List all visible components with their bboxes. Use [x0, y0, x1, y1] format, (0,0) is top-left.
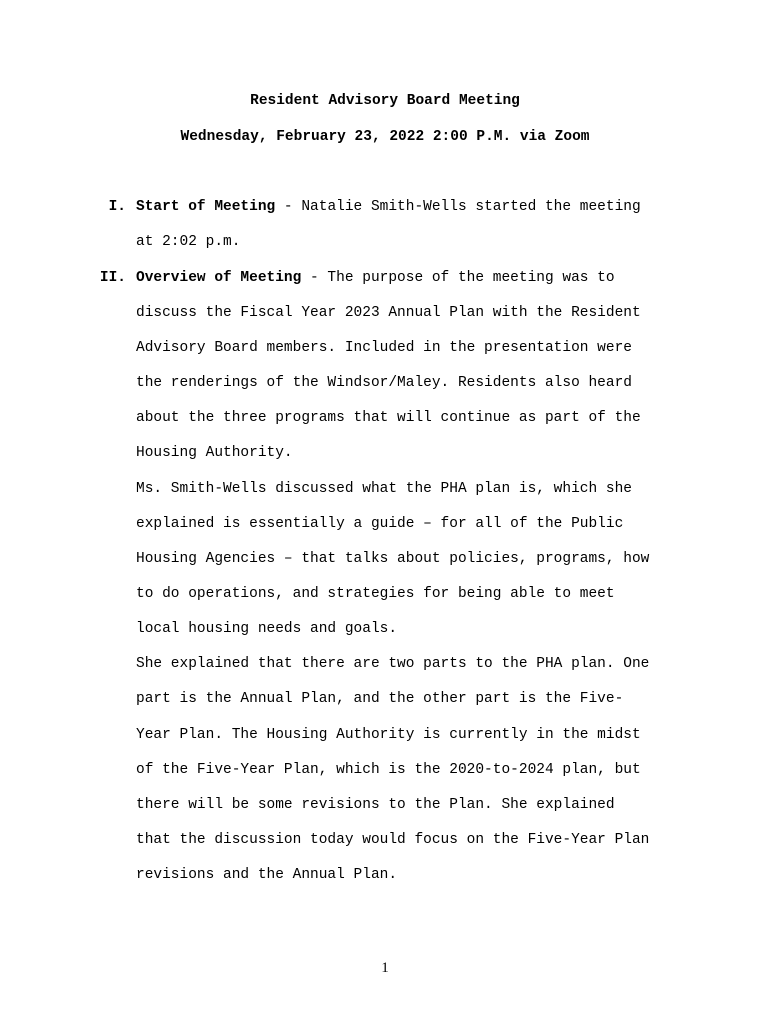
section-line: discuss the Fiscal Year 2023 Annual Plan with the Resident — [136, 305, 641, 321]
section-line: Year Plan. The Housing Authority is currently in the midst — [136, 727, 641, 743]
section-line: Housing Authority. — [136, 445, 293, 461]
page-number: 1 — [381, 960, 389, 976]
section-line: to do operations, and strategies for being able to meet — [136, 586, 615, 602]
section-heading: Overview of Meeting — [136, 270, 302, 286]
section-line: Ms. Smith-Wells discussed what the PHA plan is, which she — [136, 481, 632, 497]
section-numeral: I. — [108, 199, 126, 215]
section-line: Housing Agencies – that talks about policies, programs, how — [136, 551, 650, 567]
section-line: revisions and the Annual Plan. — [136, 867, 398, 883]
section-line: at 2:02 p.m. — [136, 234, 241, 250]
section-line: local housing needs and goals. — [136, 621, 398, 637]
document-title: Resident Advisory Board Meeting — [250, 93, 520, 109]
section-text: - The purpose of the meeting was to — [301, 270, 615, 286]
section-first-line — [136, 199, 641, 215]
section-heading: Start of Meeting — [136, 199, 276, 215]
section-line: She explained that there are two parts to the PHA plan. One — [136, 656, 650, 672]
section-first-line — [136, 270, 615, 286]
section-line: part is the Annual Plan, and the other part is the Five- — [136, 691, 624, 707]
section-text: - Natalie Smith-Wells started the meeting — [275, 199, 641, 215]
section-line: the renderings of the Windsor/Maley. Residents also heard — [136, 375, 632, 391]
section-line: about the three programs that will continue as part of the — [136, 410, 641, 426]
section-line: Advisory Board members. Included in the presentation were — [136, 340, 632, 356]
section-line: there will be some revisions to the Plan. She explained — [136, 797, 615, 813]
section-line: explained is essentially a guide – for all of the Public — [136, 516, 624, 532]
section-numeral: II. — [99, 270, 126, 286]
section-line: that the discussion today would focus on the Five-Year Plan — [136, 832, 650, 848]
document-subtitle: Wednesday, February 23, 2022 2:00 P.M. via Zoom — [180, 129, 590, 145]
section-line: of the Five-Year Plan, which is the 2020-to-2024 plan, but — [136, 762, 641, 778]
